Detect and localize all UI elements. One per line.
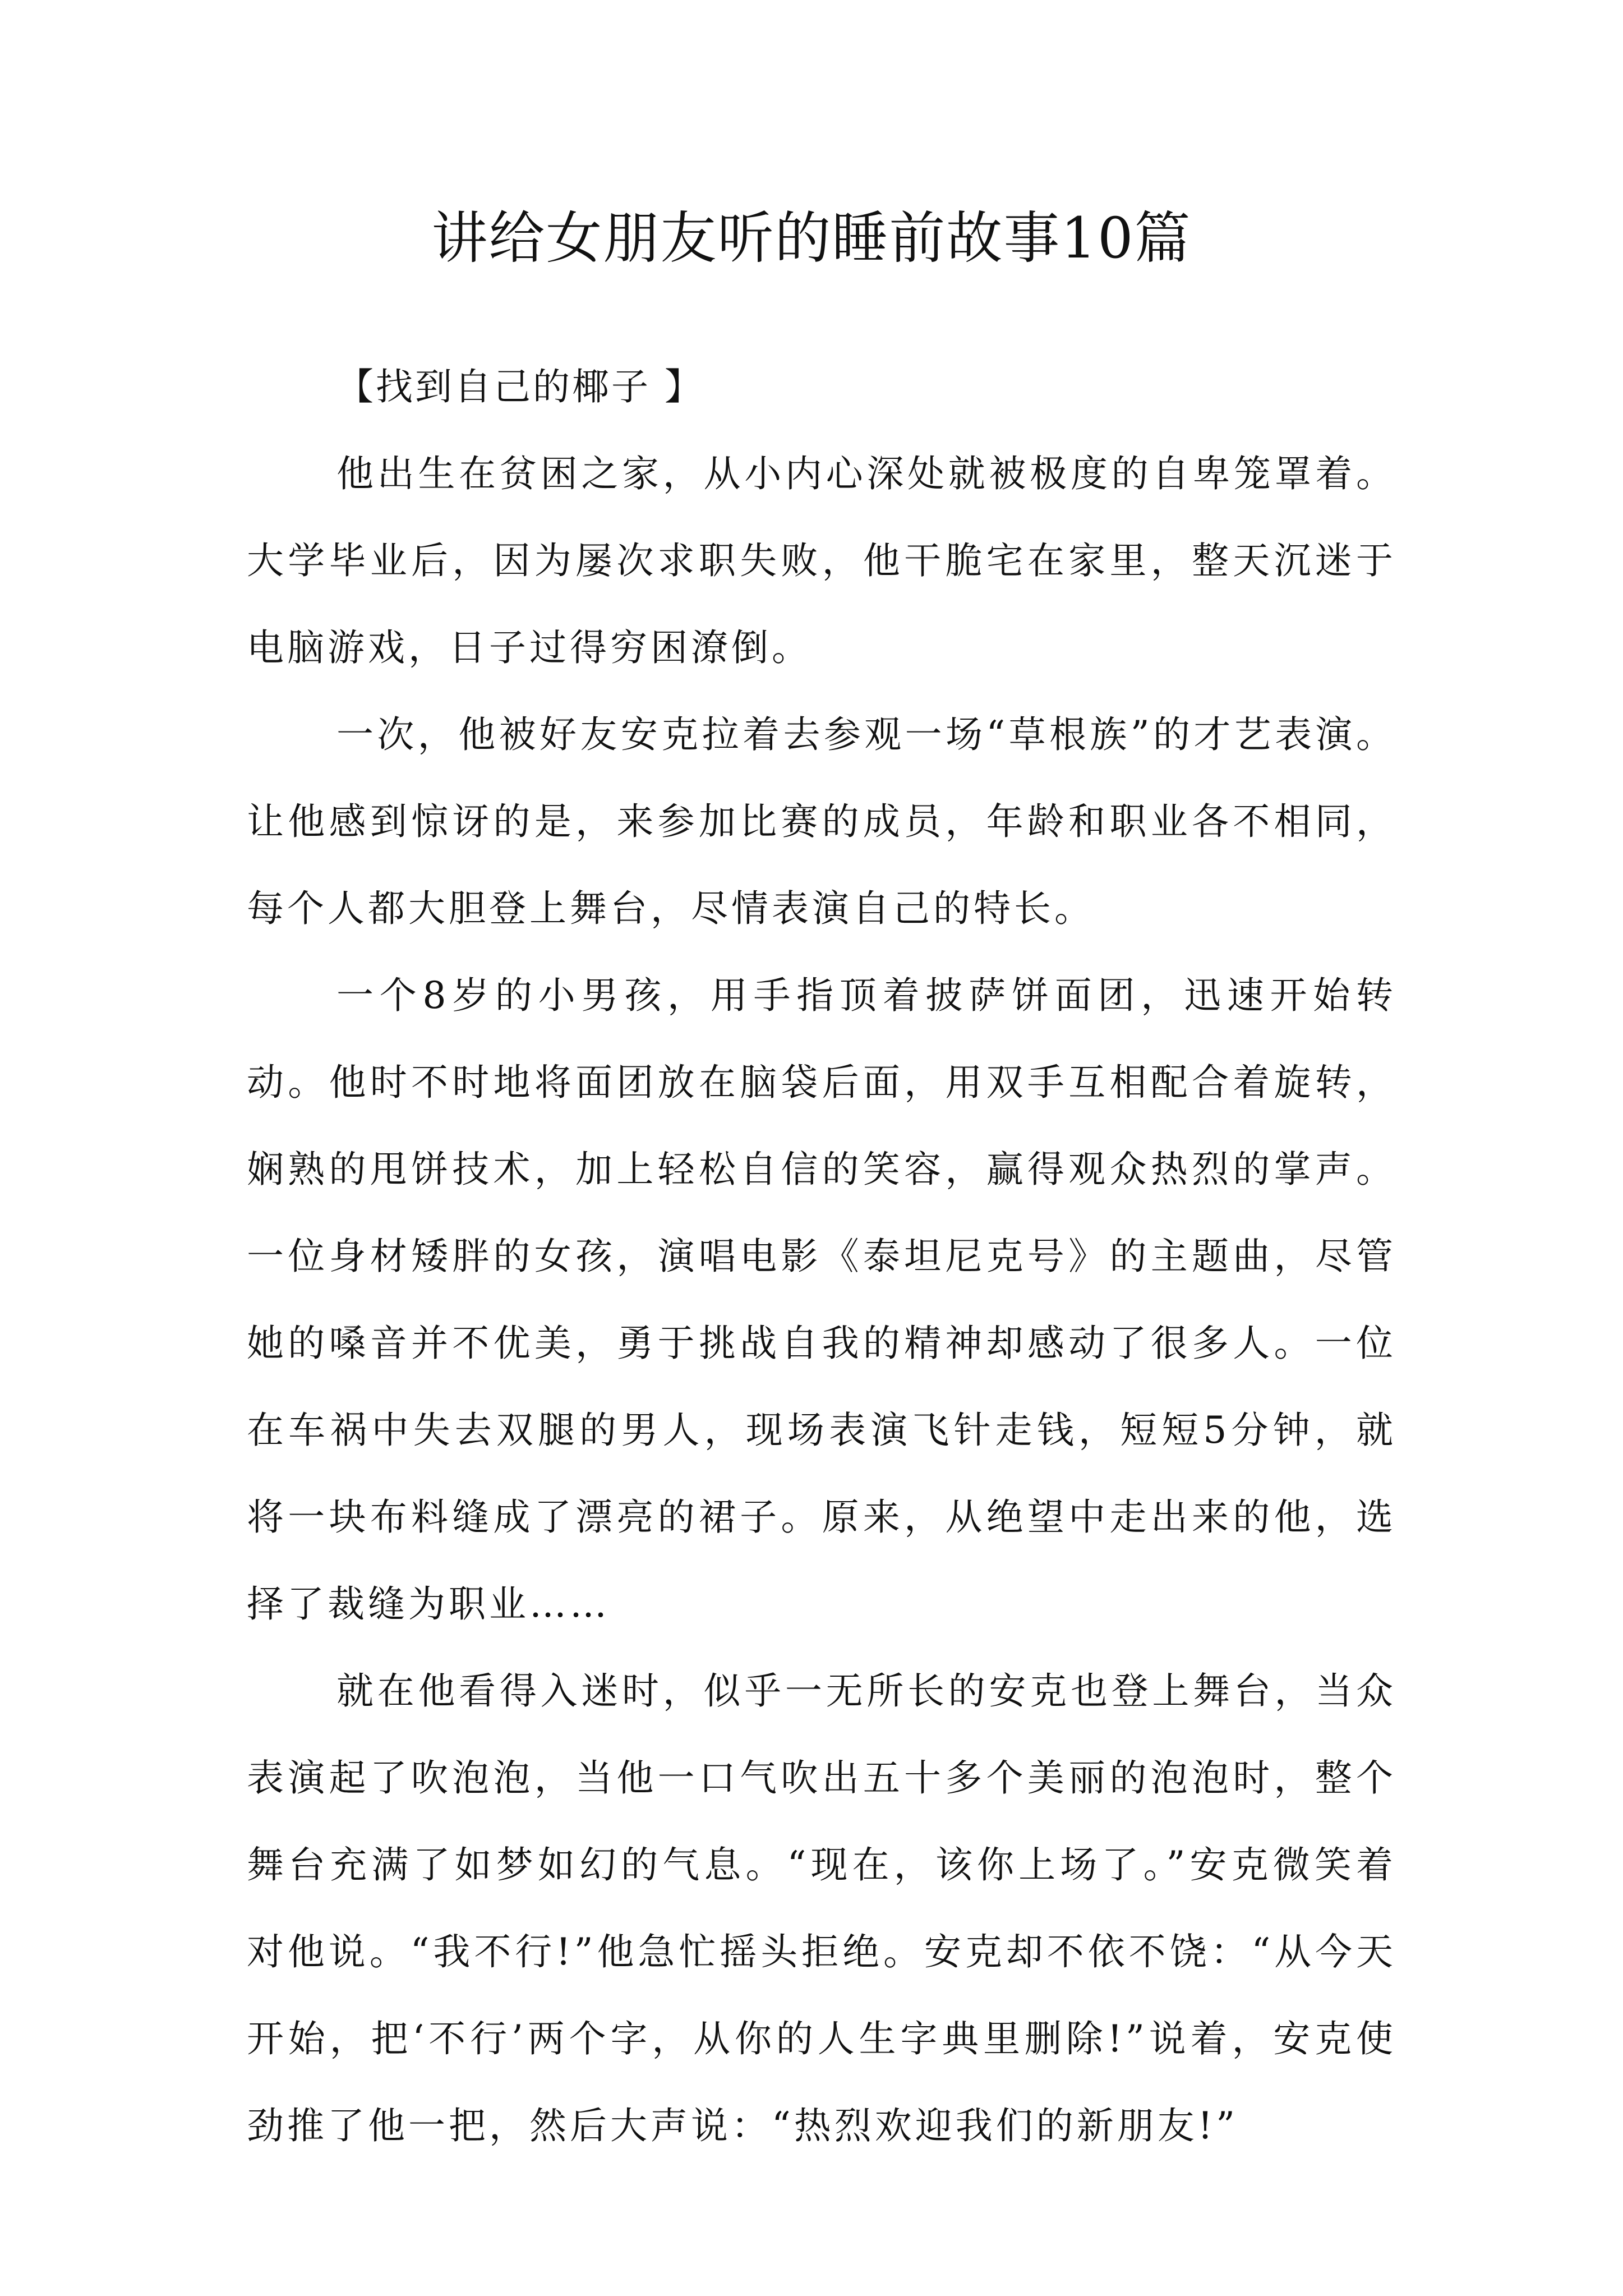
- paragraph: 他出生在贫困之家，从小内心深处就被极度的自卑笼罩着。大学毕业后，因为屡次求职失败，他干脆宅在家里，整天沉迷于电脑游戏，日子过得穷困潦倒。: [247, 452, 1396, 669]
- paragraph: 就在他看得入迷时，似乎一无所长的安克也登上舞台，当众表演起了吹泡泡，当他一口气吹出五十多个美丽的泡泡时，整个舞台充满了如梦如幻的气息。“现在，该你上场了。”安克微笑着对他说。“我不行!”他急忙摇头拒绝。安克却不依不饶：“从今天开始，把‘不行’两个字，从你的人生字典里删除!”说着，安克使劲推了他一把，然后大声说：“热烈欢迎我们的新朋友!”: [247, 1669, 1396, 2147]
- section-heading: 【找到自己的椰子 】: [336, 365, 704, 408]
- paragraph: 一次，他被好友安克拉着去参观一场“草根族”的才艺表演。让他感到惊讶的是，来参加比赛的成员，年龄和职业各不相同，每个人都大胆登上舞台，尽情表演自己的特长。: [247, 713, 1396, 930]
- document-title: 讲给女朋友听的睡前故事10篇: [431, 205, 1192, 271]
- document-body: [247, 343, 1396, 2169]
- paragraph: 一个8岁的小男孩，用手指顶着披萨饼面团，迅速开始转动。他时不时地将面团放在脑袋后面，用双手互相配合着旋转，娴熟的甩饼技术，加上轻松自信的笑容，赢得观众热烈的掌声。一位身材矮胖的女孩，演唱电影《泰坦尼克号》的主题曲，尽管她的嗓音并不优美，勇于挑战自我的精神却感动了很多人。一位在车祸中失去双腿的男人，现场表演飞针走钱，短短5分钟，就将一块布料缝成了漂亮的裙子。原来，从绝望中走出来的他，选择了裁缝为职业……: [247, 974, 1396, 1626]
